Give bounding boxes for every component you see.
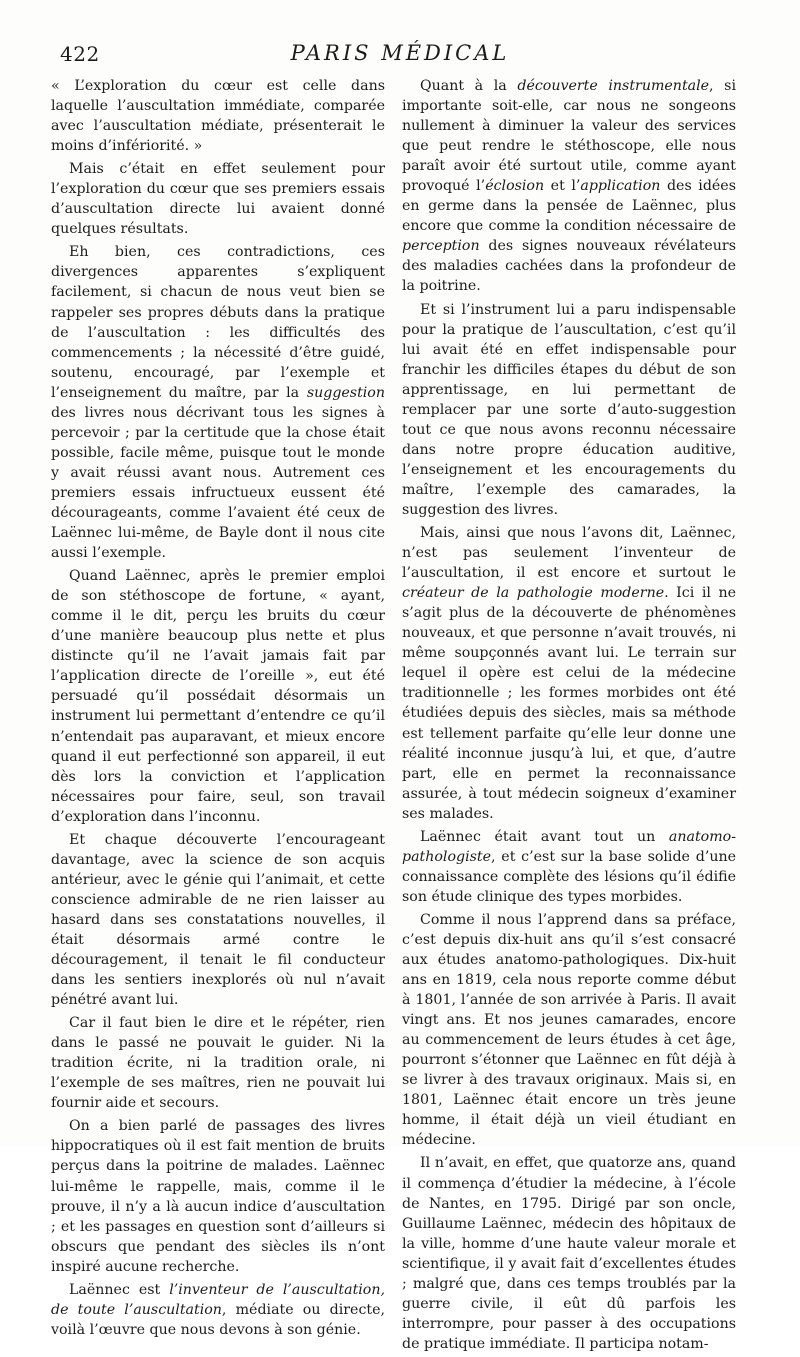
text-run: Laënnec est	[69, 1281, 170, 1298]
paragraph: Il n’avait, en effet, que quatorze ans, quand il commença d’étudier la médecine, à l’école de Nantes, en 1795. Dirigé par son oncle, Guillaume Laënnec, médecin des hôpitaux de la ville, homme d’une haute valeur morale et scientifique, il y avait fait d’excellentes études ; malgré que, dans ces temps troublés par la guerre civile, il eût dû parfois les interrompre, pour passer à des occupations de pratique immédiate. Il participa notam-	[402, 1155, 736, 1352]
text-run: Laënnec était avant tout un	[420, 828, 669, 845]
paragraph: Quand Laënnec, après le premier emploi de son stéthoscope de fortune, « ayant, comme il le dit, perçu les bruits du cœur d’une manière beaucoup plus nette et plus distincte qu’il ne l’avait jamais fait par l’application directe de l’oreille », eut été persuadé qu’il possédait désormais un instrument lui permettant d’entendre ce qu’il n’entendait pas auparavant, et mieux encore quand il eut perfectionné son appareil, il eut dès lors la conviction et l’application nécessaires pour faire, seul, son travail d’exploration dans l’inconnu.	[51, 568, 385, 825]
left-column	[51, 76, 385, 1343]
text-run: , médiate ou directe, voilà l’œuvre que nous devons à son génie.	[51, 1301, 385, 1338]
running-title: PARIS MÉDICAL	[290, 41, 510, 65]
text-run: Eh bien, ces contradictions, ces divergences apparentes s’expliquent facilement, si chacun de nous veut bien se rappeler ses propres débuts dans la pratique de l’auscultation : les difficultés des commencements ; la nécessité d’être guidé, soutenu, encouragé, par l’exemple et l’enseignement du maître, par la	[51, 244, 385, 401]
text-run: Quant à la	[420, 78, 518, 94]
text-run: Mais, ainsi que nous l’avons dit, Laënnec, n’est pas seulement l’inventeur de l’auscultation, il est encore et surtout le	[402, 525, 736, 582]
emphasis: anatomo-pathologiste	[402, 828, 736, 865]
text-run: , et c’est sur la base solide d’une connaissance complète des lésions qu’il édifie son étude clinique des types morbides.	[402, 848, 736, 905]
emphasis: perception	[402, 238, 480, 255]
paragraph: Mais c’était en effet seulement pour l’exploration du cœur que ses premiers essais d’auscultation directe lui avaient donné quelques résultats.	[51, 161, 385, 238]
paragraph: Et si l’instrument lui a paru indispensable pour la pratique de l’auscultation, c’est qu’il lui avait été en effet indispensable pour franchir les difficiles étapes du début de son apprentissage, en lui permettant de remplacer par une sorte d’auto-suggestion tout ce que nous avons reconnu nécessaire dans notre propre éducation auditive, l’enseignement et les encouragements du maître, l’exemple des camarades, la suggestion des livres.	[402, 301, 736, 518]
paragraph	[402, 523, 736, 824]
emphasis: créateur de la pathologie moderne	[402, 585, 665, 602]
emphasis: éclosion	[485, 178, 545, 195]
paragraph: Et chaque découverte l’encourageant davantage, avec la science de son acquis antérieur, avec le génie qui l’animait, et cette conscience admirable de ne rien laisser au hasard dans ses constatations nouvelles, il était désormais armé contre le découragement, il tenait le fil conducteur dans les sentiers inexplorés où nul n’avait pénétré avant lui.	[51, 831, 385, 1009]
emphasis: l’inventeur de l’auscultation, de toute l’auscultation	[51, 1281, 385, 1318]
paragraph: « L’exploration du cœur est celle dans laquelle l’auscultation immédiate, comparée avec l’auscultation médiate, présenterait le moins d’infériorité. »	[51, 78, 385, 155]
page-number: 422	[60, 42, 100, 66]
emphasis: application	[580, 178, 661, 195]
emphasis: découverte instrumentale	[517, 78, 710, 94]
paragraph	[51, 1280, 385, 1340]
text-run: des idées en germe dans la pensée de Laënnec, plus encore que comme la condition nécessaire de	[402, 178, 736, 235]
paragraph	[402, 76, 736, 297]
right-column	[402, 76, 736, 1357]
text-run: des signes nouveaux révélateurs des maladies cachées dans la profondeur de la poitrine.	[402, 238, 736, 295]
paragraph	[402, 827, 736, 907]
paragraph: Car il faut bien le dire et le répéter, rien dans le passé ne pouvait le guider. Ni la tradition écrite, ni la tradition orale, ni l’exemple de ses maîtres, rien ne pouvait lui fournir aide et secours.	[51, 1015, 385, 1112]
text-run: . Ici il ne s’agit plus de la découverte de phénomènes nouveaux, et que personne n’avait trouvés, ni même soupçonnés avant lui. Le terrain sur lequel il opère est celui de la médecine traditionnelle ; les formes morbides ont été étudiées depuis des siècles, mais sa méthode est tellement parfaite qu’elle leur donne une réalité inconnue jusqu’à lui, et que, d’autre part, elle en permet la reconnaissance assurée, à tout médecin soigneux d’examiner ses malades.	[402, 585, 736, 822]
text-run: et l’	[544, 178, 581, 195]
paragraph: Comme il nous l’apprend dans sa préface, c’est depuis dix-huit ans qu’il s’est consacré aux études anatomo-pathologiques. Dix-huit ans en 1819, cela nous reporte comme début à 1801, l’année de son arrivée à Paris. Il avait vingt ans. Et nos jeunes camarades, encore au commencement de leurs études à cet âge, pourront s’étonner que Laënnec en fût déjà à se livrer à des travaux originaux. Mais si, en 1801, Laënnec était encore un très jeune homme, il était déjà un vieil étudiant en médecine.	[402, 911, 736, 1149]
text-run: des livres nous décrivant tous les signes à percevoir ; par la certitude que la chose était possible, facile même, puisque tout le monde y avait réussi avant nous. Autrement ces premiers essais infructueux eussent été décourageants, comme l’avaient été ceux de Laënnec lui-même, de Bayle dont il nous cite aussi l’exemple.	[51, 404, 385, 562]
paragraph: On a bien parlé de passages des livres hippocratiques où il est fait mention de bruits perçus dans la poitrine de malades. Laënnec lui-même le rappelle, mais, comme il le prouve, il n’y a là aucun indice d’auscultation ; et les passages en question sont d’ailleurs si obscurs que pendant des siècles ils n’ont inspiré aucune recherche.	[51, 1118, 385, 1275]
text-run: , si importante soit-elle, car nous ne songeons nullement à diminuer la valeur des services que peut rendre le stéthoscope, elle nous paraît avoir été surtout utile, comme ayant provoqué l’	[402, 78, 736, 195]
emphasis: suggestion	[306, 384, 385, 401]
paragraph	[51, 242, 385, 563]
